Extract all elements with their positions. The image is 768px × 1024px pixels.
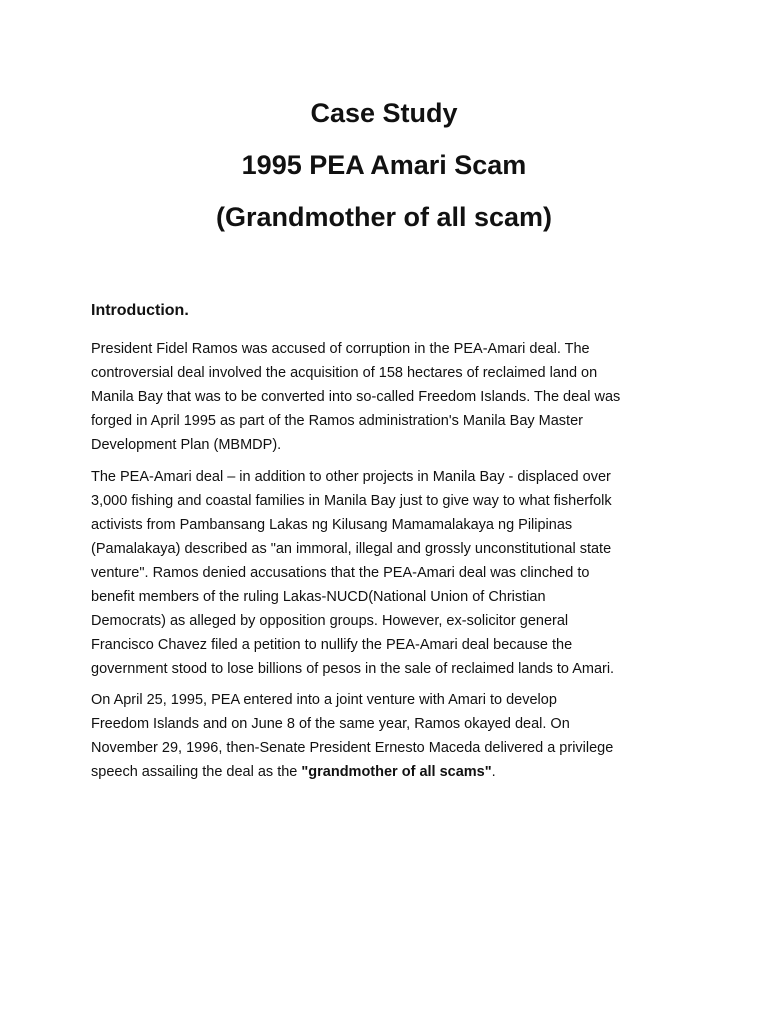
paragraph-line: Freedom Islands and on June 8 of the same year, Ramos okayed deal. On: [91, 716, 570, 732]
paragraph-last-prefix: speech assailing the deal as the: [91, 764, 302, 780]
paragraph-line: controversial deal involved the acquisition of 158 hectares of reclaimed land on: [91, 365, 598, 381]
introduction-heading: Introduction.: [91, 302, 189, 319]
title-block: [0, 96, 768, 252]
paragraph-3: [91, 688, 691, 784]
paragraph-line: Democrats) as alleged by opposition groups. However, ex-solicitor general: [91, 613, 569, 629]
paragraph-line: (Pamalakaya) described as "an immoral, illegal and grossly unconstitutional state: [91, 541, 612, 557]
paragraph-line: Manila Bay that was to be converted into so-called Freedom Islands. The deal was: [91, 389, 621, 405]
paragraph-line: forged in April 1995 as part of the Ramos administration's Manila Bay Master: [91, 413, 583, 429]
paragraph-line: Francisco Chavez filed a petition to nullify the PEA-Amari deal because the: [91, 637, 573, 653]
paragraph-line: Development Plan (MBMDP).: [91, 437, 282, 453]
grandmother-of-all-scams-quote: "grandmother of all scams": [301, 764, 492, 780]
paragraph-line: On April 25, 1995, PEA entered into a joint venture with Amari to develop: [91, 692, 557, 708]
paragraph-line: government stood to lose billions of pesos in the sale of reclaimed lands to Amari.: [91, 661, 615, 677]
paragraph-2: [91, 465, 691, 681]
paragraph-line: activists from Pambansang Lakas ng Kilusang Mamamalakaya ng Pilipinas: [91, 517, 573, 533]
paragraph-last-suffix: .: [491, 764, 496, 780]
paragraph-last-line: [91, 760, 691, 784]
paragraph-line: venture". Ramos denied accusations that the PEA-Amari deal was clinched to: [91, 565, 590, 581]
paragraph-line: President Fidel Ramos was accused of corruption in the PEA-Amari deal. The: [91, 341, 590, 357]
title-pea-amari-scam: 1995 PEA Amari Scam: [241, 150, 527, 180]
paragraph-line: The PEA-Amari deal – in addition to other projects in Manila Bay - displaced over: [91, 469, 611, 485]
paragraph-1: [91, 337, 691, 457]
paragraph-line: November 29, 1996, then-Senate President Ernesto Maceda delivered a privilege: [91, 740, 614, 756]
title-case-study: Case Study: [310, 98, 458, 128]
paragraph-line: 3,000 fishing and coastal families in Manila Bay just to give way to what fisherfolk: [91, 493, 612, 509]
paragraph-line: benefit members of the ruling Lakas-NUCD(National Union of Christian: [91, 589, 546, 605]
title-grandmother-subtitle: (Grandmother of all scam): [215, 202, 553, 232]
